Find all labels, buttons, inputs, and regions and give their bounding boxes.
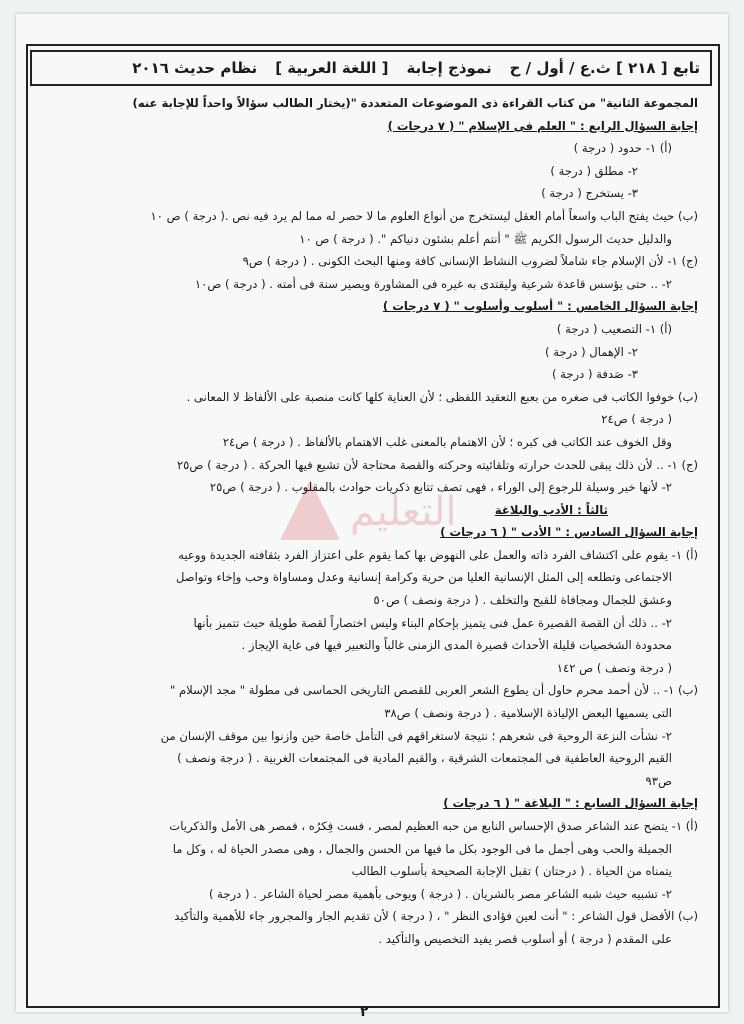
answer-line: ٢- لأنها خير وسيلة للرجوع إلى الوراء ، فهى تصف تتابع ذكريات حوادث بالمقلوب . ( درجة ) ص٢٥ bbox=[209, 480, 672, 495]
answer-body bbox=[42, 92, 698, 951]
answer-line: (ب) خوفوا الكاتب فى صغره من بعبع التعقيد اللفظى ؛ لأن العناية كلها كانت منصبة على الألفاظ لا المعانى . bbox=[186, 389, 698, 404]
answer-line: وعشق للجمال ومجافاة للقبح والتخلف . ( درجة ونصف ) ص٥٠ bbox=[373, 593, 672, 608]
question-6-heading: إجابة السؤال السادس : " الأدب " ( ٦ درجات ) bbox=[440, 525, 698, 540]
answer-line: (أ) ١- يتضح عند الشاعر صدق الإحساس النابع من حبه العظيم لمصر ، فست فِكرُه ، فمصر هى الأمل والذكريات bbox=[169, 819, 698, 833]
answer-line: (ب) حيث يفتح الباب واسعاً أمام العقل ليستخرج من أنواع العلوم ما لا حصر له مما لم يرد فيه نص .( درجة ) ص ١٠ bbox=[150, 208, 698, 223]
answer-line: يتمناه من الحياة . ( درجتان ) تقبل الإجابة الصحيحة بأسلوب الطالب bbox=[351, 864, 672, 879]
answer-line: (ج) ١- .. لأن ذلك يبقى للحدث حرارته وتلقائيته وحركته والقصة محتاجة لأن تشيع فيها الحركة . ( درجة ) ص٢٥ bbox=[176, 457, 698, 472]
answer-line: (أ) ١- حدود ( درجة ) bbox=[573, 141, 672, 156]
watermark-text: التعليم bbox=[350, 489, 457, 535]
section-3-title: ثالثاً : الأدب والبلاغة bbox=[494, 502, 608, 517]
answer-line: (ب) ١- .. لأن أحمد محرم حاول أن يطوع الشعر العربى للقصص التاريخى الحماسى فى مطولة " مجد الإسلام " bbox=[169, 683, 698, 698]
answer-line: ٢- تشبيه حيث شبه الشاعر مصر بالشريان . ( درجة ) ويوحى بأهمية مصر لحياة الشاعر . ( درجة ) bbox=[208, 886, 672, 901]
document-header bbox=[30, 50, 712, 86]
question-4-heading: إجابة السؤال الرابع : " العلم فى الإسلام " ( ٧ درجات ) bbox=[387, 118, 698, 133]
question-7-heading: إجابة السؤال السابع : " البلاغة " ( ٦ درجات ) bbox=[443, 796, 698, 811]
answer-line: ص٩٣ bbox=[645, 773, 672, 788]
answer-line: وقل الخوف عند الكاتب فى كبره ؛ لأن الاهتمام بالمعنى غلب الاهتمام بالألفاظ . ( درجة ) ص٢٤ bbox=[222, 434, 672, 449]
answer-line: الجميلة والحب وهى أجمل ما فى الوجود بكل ما فيها من الحسن والجمال ، وهى مصدر الحياة له ، وكل ما bbox=[172, 841, 672, 856]
page-number: ٢ bbox=[360, 1004, 369, 1020]
answer-line: على المقدم ( درجة ) أو أسلوب قصر يفيد التخصيص والتأكيد . bbox=[378, 931, 672, 946]
answer-line: محدودة الشخصيات قليلة الأحداث قصيرة المدى الزمنى غالباً والتعبير فيها فى غاية الإيجاز . bbox=[241, 638, 672, 653]
header-model: نموذج إجابة bbox=[406, 59, 492, 77]
answer-line: (ج) ١- لأن الإسلام جاء شاملاً لضروب النشاط الإنسانى كافة ومنها البحث الكونى . ( درجة ) ص٩ bbox=[242, 254, 698, 269]
answer-line: ٣- صَدفة ( درجة ) bbox=[551, 367, 638, 382]
answer-line: الاجتماعى وتطلعه إلى المثل الإنسانية العليا من حرية وكرامة إنسانية وعدل ومساواة وحب وإخاء وتواصل bbox=[176, 570, 672, 585]
answer-line: ٢- الإهمال ( درجة ) bbox=[545, 344, 638, 359]
question-5-heading: إجابة السؤال الخامس : " أسلوب وأسلوب " ( ٧ درجات ) bbox=[382, 299, 698, 314]
answer-line: (أ) ١- يقوم على اكتشاف الفرد ذاته والعمل على النهوض بها كما يقوم على اعتزاز الفرد بثقافته الجديدة ووعيه bbox=[178, 547, 698, 562]
answer-line: والدليل حديث الرسول الكريم ﷺ " أنتم أعلم بشئون دنياكم ". ( درجة ) ص ١٠ bbox=[299, 231, 672, 246]
answer-line: ٢- نشأت النزعة الروحية فى شعرهم ؛ نتيجة لاستغراقهم فى التأمل خاصة حين وازنوا بين موقف الإنسان من bbox=[160, 728, 672, 743]
answer-line: التى يسميها البعض الإلياذة الإسلامية . ( درجة ونصف ) ص٣٨ bbox=[384, 706, 672, 721]
answer-line: (ب) الأفضل قول الشاعر : " أنت لعين فؤادى النظر " ، ( درجة ) لأن تقديم الجار والمجرور جاء للأهمية والتأكيد bbox=[174, 909, 698, 924]
answer-line: ( درجة ونصف ) ص ١٤٢ bbox=[556, 660, 672, 675]
answer-line: ٣- يستخرج ( درجة ) bbox=[541, 186, 638, 201]
group-title: المجموعة الثانية" من كتاب القراءة ذى الموضوعات المتعددة "(يختار الطالب سؤالاً واحداً للإجابة عنه) bbox=[132, 96, 698, 110]
answer-line: ( درجة ) ص٢٤ bbox=[601, 412, 672, 427]
answer-line: ٢- .. ذلك أن القصة القصيرة عمل فنى يتميز بإحكام البناء وليس اختصاراً لقصة طويلة حيث تتميز بأنها bbox=[193, 615, 672, 630]
answer-line: ٢- مطلق ( درجة ) bbox=[550, 163, 638, 178]
answer-line: (أ) ١- التصعيب ( درجة ) bbox=[556, 321, 672, 336]
answer-line: القيم الروحية العاطفية فى المجتمعات الشرقية ، والقيم المادية فى المجتمعات الغربية . ( درجة ونصف ) bbox=[177, 751, 672, 766]
header-code: تابع [ ٢١٨ ] ث.ع / أول / ح bbox=[509, 59, 700, 77]
answer-line: ٢- .. حتى يؤسس قاعدة شرعية وليقتدى به غيره فى المشاورة ويصير سنة فى أمته . ( درجة ) ص١٠ bbox=[194, 276, 672, 291]
header-subject: [ اللغة العربية ] bbox=[275, 59, 389, 77]
header-system: نظام حديث ٢٠١٦ bbox=[132, 59, 258, 77]
